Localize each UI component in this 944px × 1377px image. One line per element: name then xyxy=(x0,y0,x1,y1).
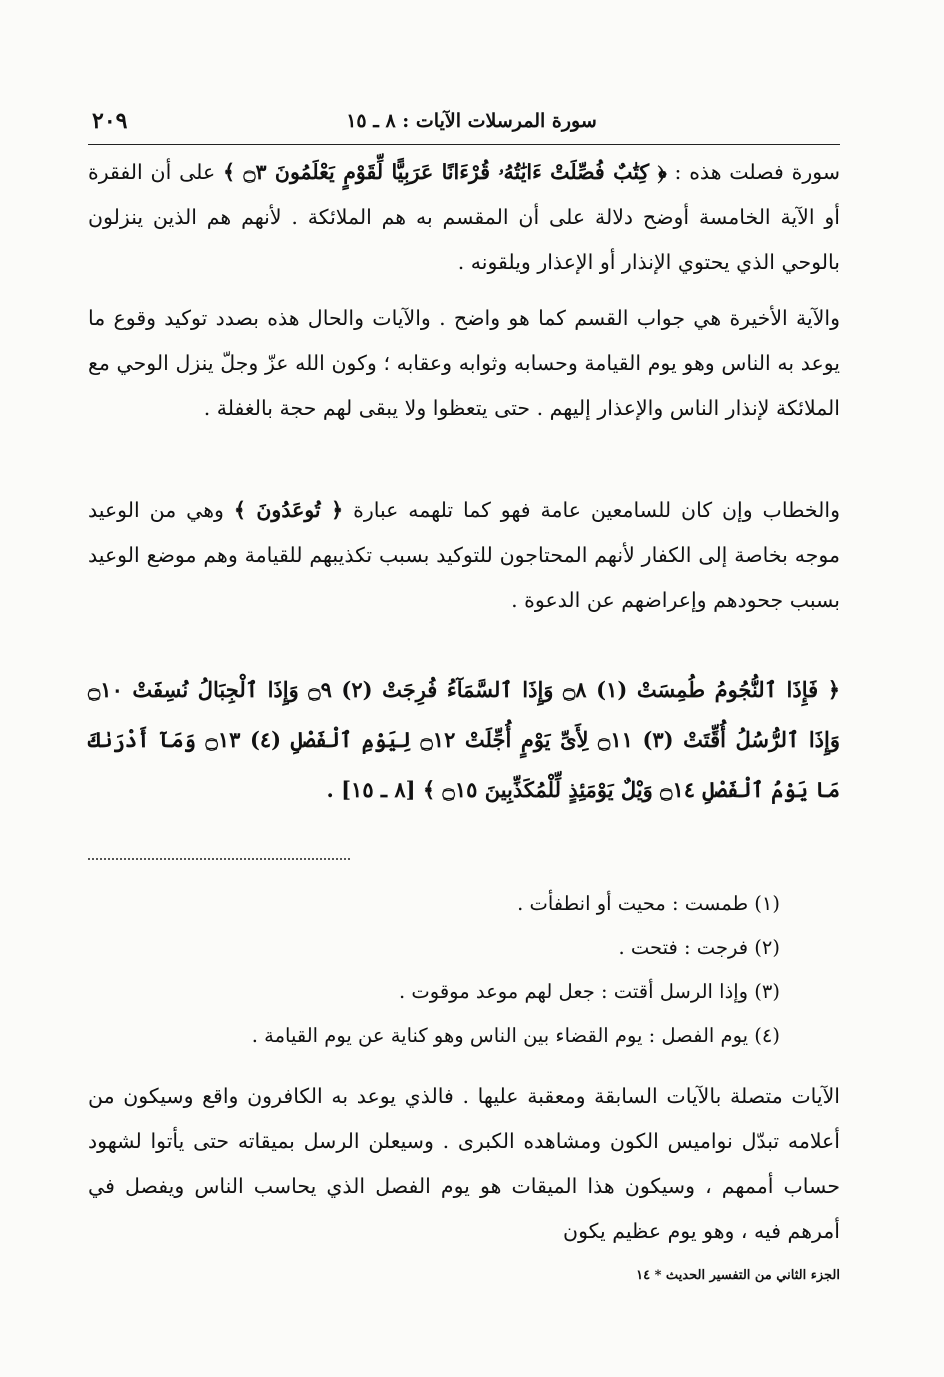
footnote-1: (١) طمست : محيت أو انطفأت . xyxy=(517,892,780,915)
running-header xyxy=(88,108,840,142)
page-number: ٢٠٩ xyxy=(92,108,128,134)
footnote-separator xyxy=(88,858,350,860)
paragraph-text: وهي من الوعيد موجه بخاصة إلى الكفار لأنهم المحتاجون للتوكيد بسبب تكذيبهم للقيامة وهم موضع الوعيد بسبب جحودهم وإعراضهم عن الدعوة . xyxy=(88,498,840,612)
quran-quote: ﴿ كِتَٰبٌ فُصِّلَتْ ءَايَٰتُهُۥ قُرْءَانًا عَرَبِيًّا لِّقَوْمٍ يَعْلَمُونَ ۝٣ ﴾ xyxy=(223,160,667,184)
book-page xyxy=(88,100,840,1330)
footnotes xyxy=(88,882,780,1058)
paragraph-3 xyxy=(88,488,840,623)
header-rule xyxy=(88,144,840,145)
quran-quote: ﴿ تُوعَدُونَ ﴾ xyxy=(233,498,344,522)
footnote-3: (٣) وإذا الرسل أقتت : جعل لهم موعد موقوت . xyxy=(399,980,780,1003)
paragraph-text: والخطاب وإن كان للسامعين عامة فهو كما تلهمه عبارة xyxy=(343,498,840,522)
paragraph-4: الآيات متصلة بالآيات السابقة ومعقبة عليها . فالذي يوعد به الكافرون واقع وسيكون من أعلامه تبدّل نواميس الكون ومشاهده الكبرى . وسيعلن الرسل بميقاته حتى يأتوا لشهود حساب أممهم ، وسيكون هذا الميقات هو يوم الفصل الذي يحاسب الناس ويفصل في أمرهم فيه ، وهو يوم عظيم يكون xyxy=(88,1084,840,1243)
surah-title: سورة المرسلات الآيات : ٨ ـ ١٥ xyxy=(346,110,597,132)
quran-verses: ﴿ فَإِذَا ٱلنُّجُومُ طُمِسَتْ (١) ۝٨ وَإِذَا ٱلسَّمَآءُ فُرِجَتْ (٢) ۝٩ وَإِذَا ٱلْجِبَالُ نُسِفَتْ ۝١٠ وَإِذَا ٱلرُّسُلُ أُقِّتَتْ (٣) ۝١١ لِأَىِّ يَوْمٍ أُجِّلَتْ ۝١٢ لِيَوْمِ ٱلْفَصْلِ (٤) ۝١٣ وَمَآ أَدْرَىٰكَ مَا يَوْمُ ٱلْفَصْلِ ۝١٤ وَيْلٌ يَوْمَئِذٍ لِّلْمُكَذِّبِينَ ۝١٥ ﴾ [٨ ـ ١٥] . xyxy=(88,677,841,802)
page-footer: الجزء الثاني من التفسير الحديث * ١٤ xyxy=(636,1268,840,1283)
paragraph-text: سورة فصلت هذه : xyxy=(666,160,841,184)
paragraph-text: على أن الفقرة أو الآية الخامسة أوضح دلالة على أن المقسم به هم الملائكة . لأنهم هم الذين ينزلون بالوحي الذي يحتوي الإنذار أو الإعذار ويلقونه . xyxy=(88,160,840,274)
footnote-2: (٢) فرجت : فتحت . xyxy=(618,936,780,959)
paragraph-2: والآية الأخيرة هي جواب القسم كما هو واضح . والآيات والحال هذه بصدد توكيد وقوع ما يوعد به الناس وهو يوم القيامة وحسابه وثوابه وعقابه ؛ وكون الله عزّ وجلّ ينزل الوحي مع الملائكة لإنذار الناس والإعذار إليهم . حتى يتعظوا ولا يبقى لهم حجة بالغفلة . xyxy=(88,306,840,420)
footnote-4: (٤) يوم الفصل : يوم القضاء بين الناس وهو كناية عن يوم القيامة . xyxy=(251,1024,780,1047)
paragraph-1 xyxy=(88,150,840,285)
